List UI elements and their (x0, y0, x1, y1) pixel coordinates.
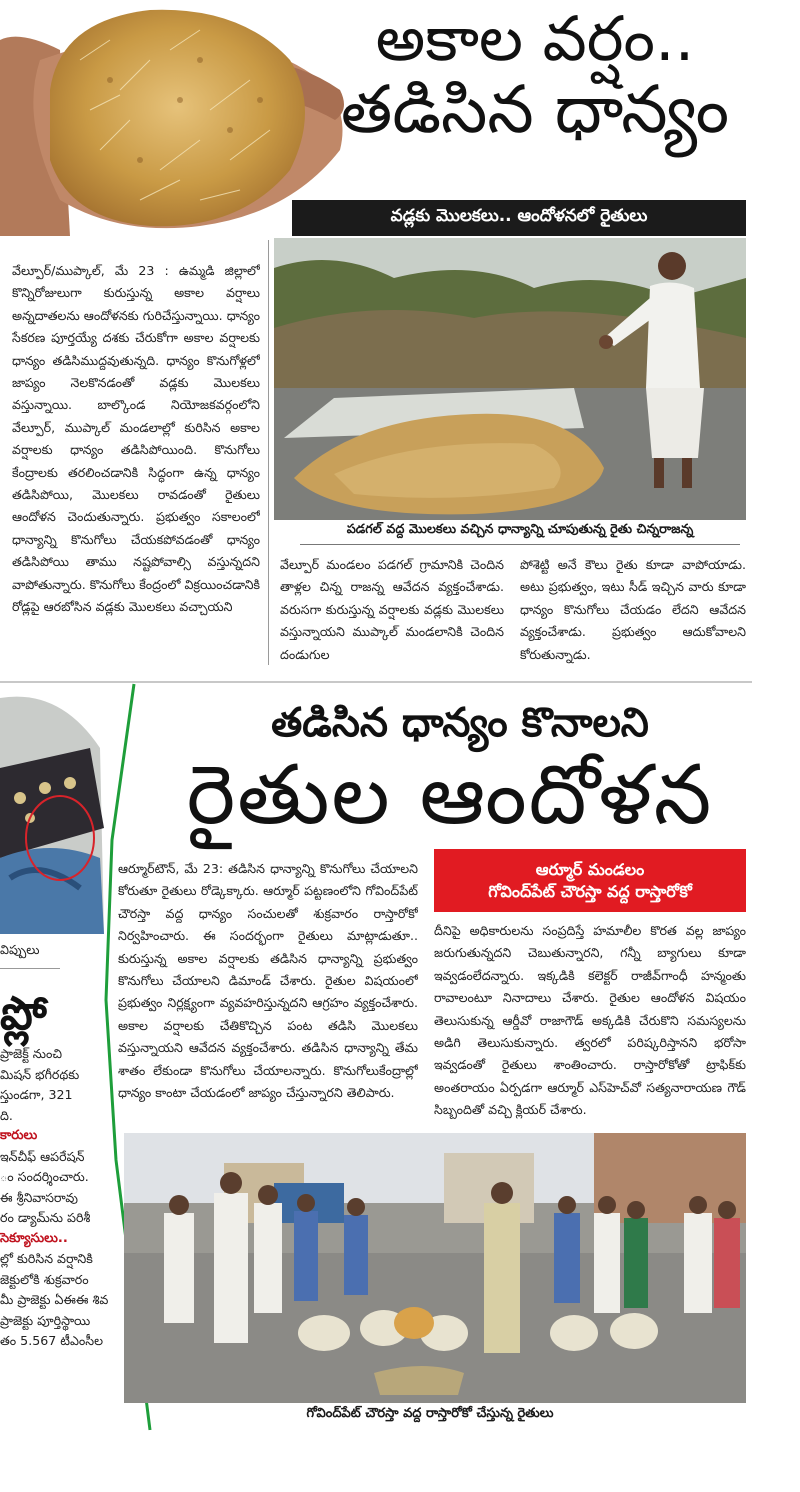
article1-photo-caption: పడగల్ వద్ద మొలకలు వచ్చిన ధాన్యాన్ని చూపుతున్న రైతు చిన్నరాజన్న (300, 522, 740, 545)
fragment-body (0, 1044, 130, 1352)
article1-kicker: వడ్లకు మొలకలు.. ఆందోళనలో రైతులు (292, 200, 746, 236)
farmer-grain-heap-photo (274, 238, 746, 520)
fragment-line: ల్లో కురిసిన వర్షానికి (0, 1251, 93, 1266)
article1-headline-line1: అకాల వర్షం.. (375, 2, 695, 75)
section-divider (0, 681, 752, 683)
redbox-line1: ఆర్మూర్ మండలం (535, 859, 645, 879)
fragment-line: ం సందర్శించారు. (0, 1169, 89, 1184)
article1-headline (300, 2, 770, 149)
fragment-line: తం 5.567 టీఎంసీల (0, 1333, 104, 1348)
fragment-line: మీ ప్రాజెక్టు ఏఈఈ శివ (0, 1292, 109, 1307)
fragment-line: ప్రాజెక్ట్ నుంచి (0, 1046, 62, 1061)
fragment-title: ప్లో (0, 986, 47, 1040)
fragment-line: స్తుండగా, 321 (0, 1087, 73, 1102)
fragment-subhead: సెక్యూసులు.. (0, 1230, 68, 1246)
fragment-line: మిషన్ భగీరథకు (0, 1066, 80, 1082)
article2-body-col2: దీనిపై అధికారులను సంప్రదిస్తే హమాలీల కొరత వల్ల జాప్యం జరుగుతున్నదని చెబుతున్నారని, గన్నీ బ్యాగులు కూడా ఇవ్వడంలేదన్నారు. ఇక్కడికి కలెక్టర్ రాజీవ్‌గాంధీ హన్మంతు రావాలంటూ నినాదాలు చేశారు. రైతుల ఆందోళన విషయం తెలుసుకున్న ఆర్డీవో రాజాగౌడ్ అక్కడికి చేరుకొని సమస్యలను అడిగి తెలుసుకున్నారు. త్వరలో పరిష్కరిస్తానని భరోసా ఇవ్వడంతో రైతులు శాంతించారు. రాస్తారోకోతో ట్రాఫిక్‌కు అంతరాయం ఏర్పడగా ఆర్మూర్ ఎస్‌హెచ్‌వో సత్యనారాయణ గౌడ్ సిబ్బందితో వచ్చి క్లియర్ చేశారు. (434, 923, 746, 1118)
fragment-line: ఈ శ్రీనివాసరావు (0, 1189, 78, 1205)
redbox-line2: గోవింద్‌పేట్ చౌరస్తా వద్ద రాస్తారోకో (488, 881, 692, 901)
fragment-photo (0, 688, 104, 934)
fragment-line: జెక్టులోకి శుక్రవారం (0, 1271, 89, 1287)
fragment-line: ఇన్‌చీఫ్ ఆపరేషన్ (0, 1148, 85, 1164)
fragment-line: రం డ్యామ్‌ను పరిశీ (0, 1210, 91, 1225)
fragment-rule (0, 968, 60, 969)
fragment-line: ప్రాజెక్టు పూర్తిస్థాయి (0, 1312, 91, 1328)
article2-body-col1: ఆర్మూర్‌టౌన్, మే 23: తడిసిన ధాన్యాన్ని కొనుగోలు చేయాలని కోరుతూ రైతులు రోడ్కెక్కారు. ఆర్మూర్ పట్టణంలోని గోవింద్‌పేట్ చౌరస్తా వద్ద ధాన్యం సంచులతో శుక్రవారం రాస్తారోకో నిర్వహించారు. ఈ సందర్భంగా రైతులు మాట్లాడుతూ.. కురుస్తున్న అకాల వర్షాలకు తడిసిన ధాన్యాన్ని ప్రభుత్వం కొనుగోలు చేయాలని డిమాండ్ చేశారు. రైతుల విషయంలో ప్రభుత్వం నిర్లక్ష్యంగా వ్యవహరిస్తున్నదని ఆగ్రహం వ్యక్తంచేశారు. అకాల వర్షాలకు చేతికొచ్చిన పంట తడిసి మొలకలు వస్తున్నాయని ఆవేదన వ్యక్తంచేశారు. తడిసిన ధాన్యాన్ని తేమ శాతం లేకుండా కొనుగోలు చేయాలన్నారు. కొనుగోలుకేంద్రాల్లో ధాన్యం కాంటా చేయడంలో జాప్యం చేస్తున్నారని తెలిపారు. (118, 861, 418, 1101)
article2-redbox (434, 849, 746, 912)
article1-headline-line2: తడిసిన ధాన్యం (340, 71, 730, 149)
column-divider (268, 240, 269, 665)
article2-photo-caption: గోవింద్‌పేట్ చౌరస్తా వద్ద రాస్తారోకో చేస్తున్న రైతులు (306, 1406, 554, 1421)
article1-body-col1: వేల్పూర్/ముప్కాల్, మే 23 : ఉమ్మడి జిల్లాలో కొన్నిరోజులుగా కురుస్తున్న అకాల వర్షాలు అన్నదాతలను ఆందోళనకు గురిచేస్తున్నాయి. ధాన్యం సేకరణ పూర్తయ్యే దశకు చేరుకోగా అకాల వర్షాలకు ధాన్యం తడిసిముద్దవుతున్నది. ధాన్యం కొనుగోళ్లలో జాప్యం నెలకొనడంతో వడ్లకు మొలకలు వస్తున్నాయి. బాల్కొండ నియోజకవర్గంలోని వేల్పూర్, ముప్కాల్ మండలాల్లో కురిసిన అకాల వర్షాలకు ధాన్యం తడిసిపోయింది. కొనుగోలు కేంద్రాలకు తరలించడానికి సిద్ధంగా ఉన్న ధాన్యం తడిసిపోయి, మొలకలు రావడంతో రైతులు ఆందోళన చెందుతున్నారు. ప్రభుత్వం సకాలంలో ధాన్యాన్ని కొనుగోలు చేయకపోవడంతో ధాన్యం తడిసిపోయి తాము నష్టపోవాల్సి వస్తున్నదని వాపోతున్నారు. కొనుగోలు కేంద్రంలో విక్రయించడానికి రోడ్లపై ఆరబోసిన వడ్లకు మొలకలు వచ్చాయని (12, 263, 260, 615)
fragment-caption: విప్పులు (0, 942, 40, 957)
article1-body-col2: వేల్పూర్ మండలం పడగల్ గ్రామానికి చెందిన తాళ్లల చిన్న రాజన్న ఆవేదన వ్యక్తంచేశాడు. వరుసగా కురుస్తున్న వర్షాలకు వడ్లకు మొలకలు వస్తున్నాయని ముప్కాల్ మండలానికి చెందిన దండుగుల (280, 557, 504, 662)
article2-headline-line1: తడిసిన ధాన్యం కొనాలని (271, 700, 649, 746)
article2-headline-line2: రైతుల ఆందోళన (186, 748, 714, 843)
road-protest-photo (124, 1133, 746, 1403)
fragment-line: ది. (0, 1107, 13, 1123)
article1-body-col3: పోశెట్టి అనే కౌలు రైతు కూడా వాపోయాడు. అటు ప్రభుత్వం, ఇటు సీడ్ ఇచ్చిన వారు కూడా ధాన్యం కొనుగోలు చేయడం లేదని ఆవేదన వ్యక్తంచేశాడు. ప్రభుత్వం ఆదుకోవాలని కోరుతున్నాడు. (520, 557, 746, 662)
fragment-subhead: కారులు (0, 1128, 38, 1143)
